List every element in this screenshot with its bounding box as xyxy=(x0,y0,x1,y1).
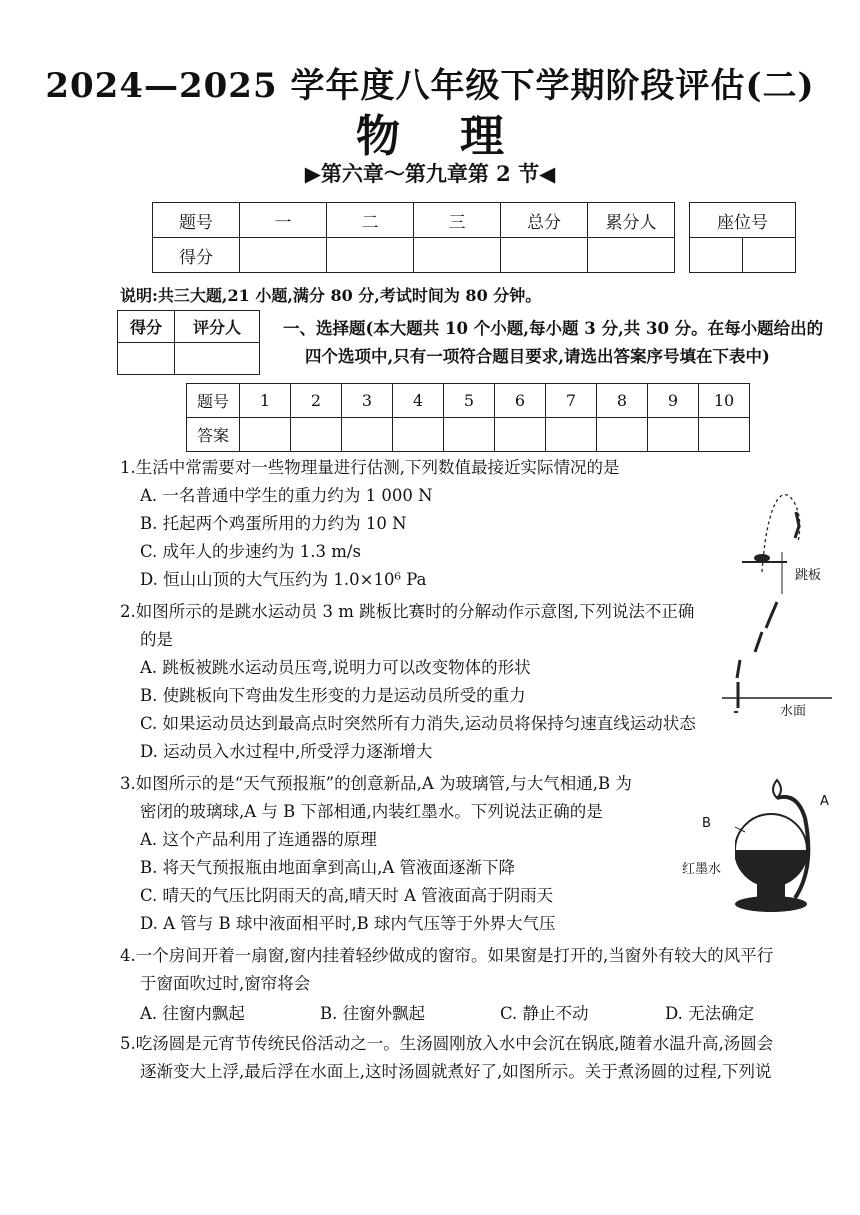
score-header-cell: 一 xyxy=(240,203,327,238)
answer-header-cell: 题号 xyxy=(187,384,240,418)
grader-name-label: 评分人 xyxy=(175,311,260,343)
diving-figure xyxy=(722,482,832,732)
score-blank-cell[interactable] xyxy=(240,238,327,273)
grader-table xyxy=(117,310,260,375)
question-5-stem-line2: 逐渐变大上浮,最后浮在水面上,这时汤圆就煮好了,如图所示。关于煮汤圆的过程,下列说 xyxy=(140,1062,772,1081)
grader-blank-cell[interactable] xyxy=(118,343,175,375)
score-header-cell: 二 xyxy=(327,203,414,238)
answer-header-cell: 8 xyxy=(597,384,648,418)
score-header-cell: 总分 xyxy=(501,203,588,238)
question-1-option-d: D. 恒山山顶的大气压约为 1.0×10⁶ Pa xyxy=(140,570,427,589)
seat-blank-cell[interactable] xyxy=(743,238,796,273)
answer-header-cell: 3 xyxy=(342,384,393,418)
score-blank-cell[interactable] xyxy=(588,238,675,273)
answer-blank-cell[interactable] xyxy=(240,418,291,452)
score-table xyxy=(152,202,675,273)
section-1-line1: 一、选择题(本大题共 10 个小题,每小题 3 分,共 30 分。在每小题给出的 xyxy=(283,319,824,338)
figure-label-b: B xyxy=(702,816,711,831)
question-1-option-c: C. 成年人的步速约为 1.3 m/s xyxy=(140,542,361,561)
answer-blank-cell[interactable] xyxy=(291,418,342,452)
exam-title: 2024—2025 学年度八年级下学期阶段评估(二) xyxy=(45,66,815,106)
section-1-heading xyxy=(283,315,843,371)
question-3-option-b: B. 将天气预报瓶由地面拿到高山,A 管液面逐渐下降 xyxy=(140,858,516,877)
answer-blank-cell[interactable] xyxy=(393,418,444,452)
question-2-stem-line1: 2.如图所示的是跳水运动员 3 m 跳板比赛时的分解动作示意图,下列说法不正确 xyxy=(120,602,695,621)
chapter-scope: ▶第六章～第九章第 2 节◀ xyxy=(304,161,556,186)
score-row-label: 得分 xyxy=(153,238,240,273)
figure-label-board: 跳板 xyxy=(795,568,822,583)
score-header-cell: 三 xyxy=(414,203,501,238)
score-blank-cell[interactable] xyxy=(327,238,414,273)
seat-table xyxy=(689,202,796,273)
seat-blank-cell[interactable] xyxy=(690,238,743,273)
question-2-option-c: C. 如果运动员达到最高点时突然所有力消失,运动员将保持匀速直线运动状态 xyxy=(140,714,696,733)
answer-blank-cell[interactable] xyxy=(546,418,597,452)
question-3-option-c: C. 晴天的气压比阴雨天的高,晴天时 A 管液面高于阴雨天 xyxy=(140,886,554,905)
answer-header-cell: 9 xyxy=(648,384,699,418)
figure-label-a: A xyxy=(820,794,829,809)
question-2-option-b: B. 使跳板向下弯曲发生形变的力是运动员所受的重力 xyxy=(140,686,526,705)
grader-score-label: 得分 xyxy=(118,311,175,343)
answer-blank-cell[interactable] xyxy=(648,418,699,452)
question-2-option-a: A. 跳板被跳水运动员压弯,说明力可以改变物体的形状 xyxy=(140,658,531,677)
question-4-option-d: D. 无法确定 xyxy=(665,1004,755,1023)
question-3-stem-line2: 密闭的玻璃球,A 与 B 下部相通,内装红墨水。下列说法正确的是 xyxy=(140,802,603,821)
question-4-stem-line1: 4.一个房间开着一扇窗,窗内挂着轻纱做成的窗帘。如果窗是打开的,当窗外有较大的风平行 xyxy=(120,946,774,965)
answer-row-label: 答案 xyxy=(187,418,240,452)
question-5-stem-line1: 5.吃汤圆是元宵节传统民俗活动之一。生汤圆刚放入水中会沉在锅底,随着水温升高,汤圆会 xyxy=(120,1034,774,1053)
question-1-stem: 1.生活中常需要对一些物理量进行估测,下列数值最接近实际情况的是 xyxy=(120,458,620,477)
question-4-stem-line2: 于窗面吹过时,窗帘将会 xyxy=(140,974,311,993)
figure-label-water: 水面 xyxy=(780,704,807,719)
score-header-cell: 题号 xyxy=(153,203,240,238)
answer-header-cell: 1 xyxy=(240,384,291,418)
seat-label: 座位号 xyxy=(690,203,796,238)
question-4-option-b: B. 往窗外飘起 xyxy=(320,1004,426,1023)
question-1-option-b: B. 托起两个鸡蛋所用的力约为 10 N xyxy=(140,514,407,533)
answer-header-cell: 2 xyxy=(291,384,342,418)
question-3-option-d: D. A 管与 B 球中液面相平时,B 球内气压等于外界大气压 xyxy=(140,914,556,933)
answer-blank-cell[interactable] xyxy=(597,418,648,452)
answer-header-cell: 4 xyxy=(393,384,444,418)
question-2-stem-line2: 的是 xyxy=(140,630,173,649)
subject-title: 物理 xyxy=(356,111,564,162)
score-blank-cell[interactable] xyxy=(501,238,588,273)
score-blank-cell[interactable] xyxy=(414,238,501,273)
answer-blank-cell[interactable] xyxy=(699,418,750,452)
answer-blank-cell[interactable] xyxy=(495,418,546,452)
question-4-option-a: A. 往窗内飘起 xyxy=(140,1004,245,1023)
question-4-option-c: C. 静止不动 xyxy=(500,1004,589,1023)
question-1-option-a: A. 一名普通中学生的重力约为 1 000 N xyxy=(140,486,433,505)
weather-bottle-figure xyxy=(735,770,835,920)
answer-blank-cell[interactable] xyxy=(444,418,495,452)
answer-header-cell: 6 xyxy=(495,384,546,418)
answer-header-cell: 5 xyxy=(444,384,495,418)
grader-blank-cell[interactable] xyxy=(175,343,260,375)
exam-note: 说明:共三大题,21 小题,满分 80 分,考试时间为 80 分钟。 xyxy=(120,286,542,305)
answer-header-cell: 10 xyxy=(699,384,750,418)
section-1-line2: 四个选项中,只有一项符合题目要求,请选出答案序号填在下表中) xyxy=(305,347,770,366)
question-3-option-a: A. 这个产品利用了连通器的原理 xyxy=(140,830,377,849)
figure-label-ink: 红墨水 xyxy=(682,862,722,877)
answer-blank-cell[interactable] xyxy=(342,418,393,452)
question-2-option-d: D. 运动员入水过程中,所受浮力逐渐增大 xyxy=(140,742,433,761)
answer-header-cell: 7 xyxy=(546,384,597,418)
answer-table xyxy=(186,383,750,452)
score-header-cell: 累分人 xyxy=(588,203,675,238)
question-3-stem-line1: 3.如图所示的是“天气预报瓶”的创意新品,A 为玻璃管,与大气相通,B 为 xyxy=(120,774,632,793)
